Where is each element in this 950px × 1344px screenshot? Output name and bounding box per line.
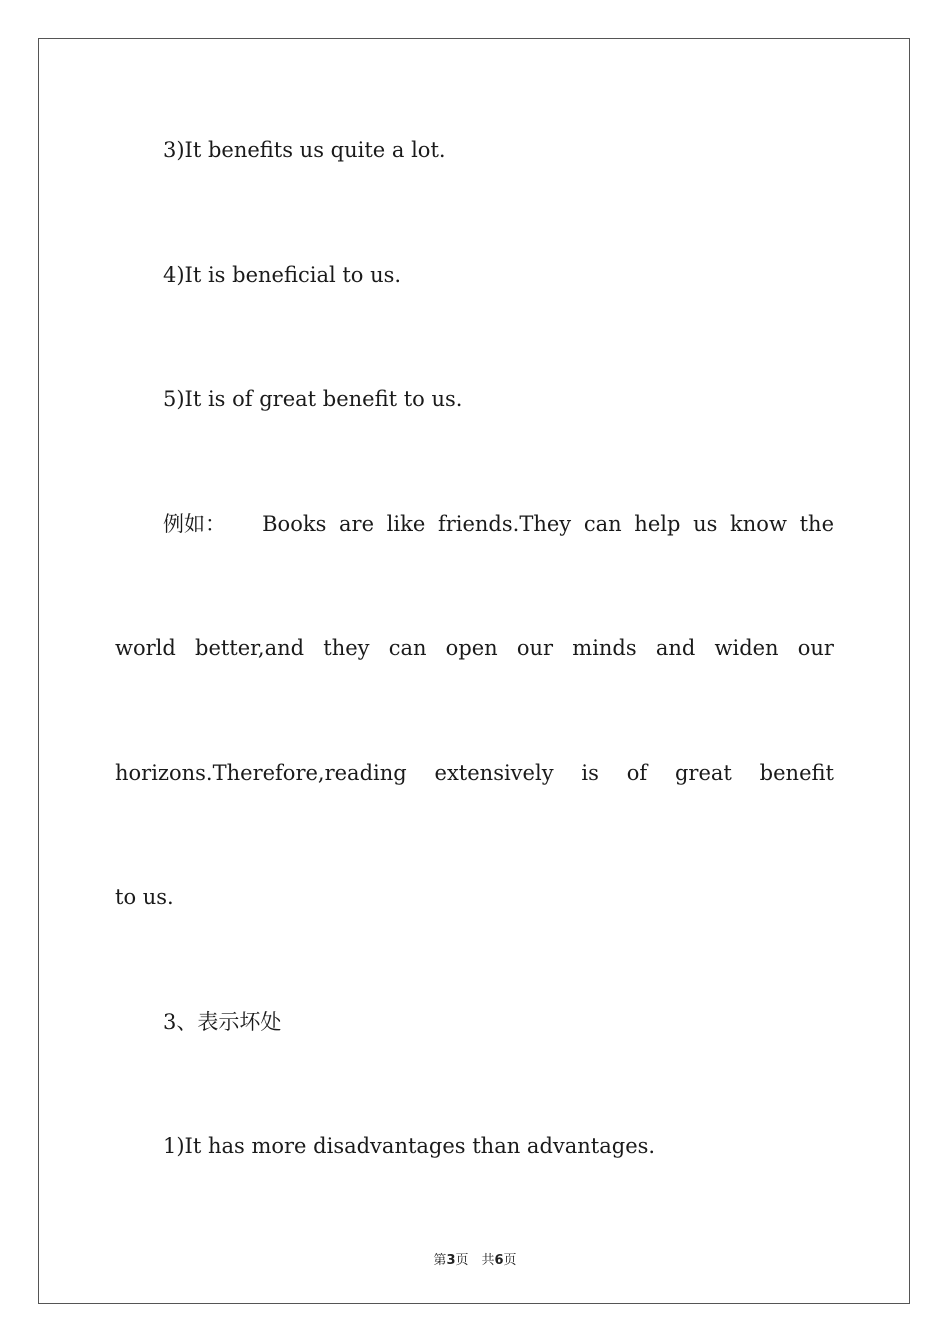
- word: our: [516, 636, 554, 660]
- word: and: [655, 636, 696, 660]
- word: benefit: [759, 761, 834, 785]
- footer-suffix: 页: [503, 1253, 517, 1268]
- list-item-3: 3)It benefits us quite a lot.: [163, 138, 446, 162]
- example-line-4: to us.: [115, 885, 174, 909]
- list-item-5: 5)It is of great benefit to us.: [163, 387, 463, 411]
- example-text: Books are like friends.They can help us know the: [262, 512, 834, 536]
- word: world: [115, 636, 176, 660]
- page-frame: [38, 38, 910, 1304]
- word: horizons.Therefore,reading: [115, 761, 407, 785]
- total-page-number: 6: [494, 1253, 504, 1268]
- word: they: [323, 636, 370, 660]
- word: can: [388, 636, 427, 660]
- example-line-1: [163, 514, 834, 535]
- word: great: [674, 761, 732, 785]
- word: extensively: [434, 761, 554, 785]
- current-page-number: 3: [446, 1253, 456, 1268]
- word: of: [626, 761, 648, 785]
- footer-mid: 页 共: [455, 1253, 495, 1268]
- example-line-3: [115, 763, 834, 784]
- list-item-1: 1)It has more disadvantages than advantages.: [163, 1134, 656, 1158]
- word: widen: [714, 636, 779, 660]
- word: is: [581, 761, 599, 785]
- example-prefix: 例如：: [163, 512, 226, 536]
- list-item-4: 4)It is beneficial to us.: [163, 263, 402, 287]
- footer-prefix: 第: [433, 1253, 447, 1268]
- word: better,and: [195, 636, 305, 660]
- section-heading: 3、表示坏处: [163, 1010, 282, 1034]
- word: our: [797, 636, 834, 660]
- word: minds: [572, 636, 637, 660]
- page-number-footer: [0, 1249, 950, 1268]
- word: open: [445, 636, 498, 660]
- example-line-2: [115, 638, 834, 659]
